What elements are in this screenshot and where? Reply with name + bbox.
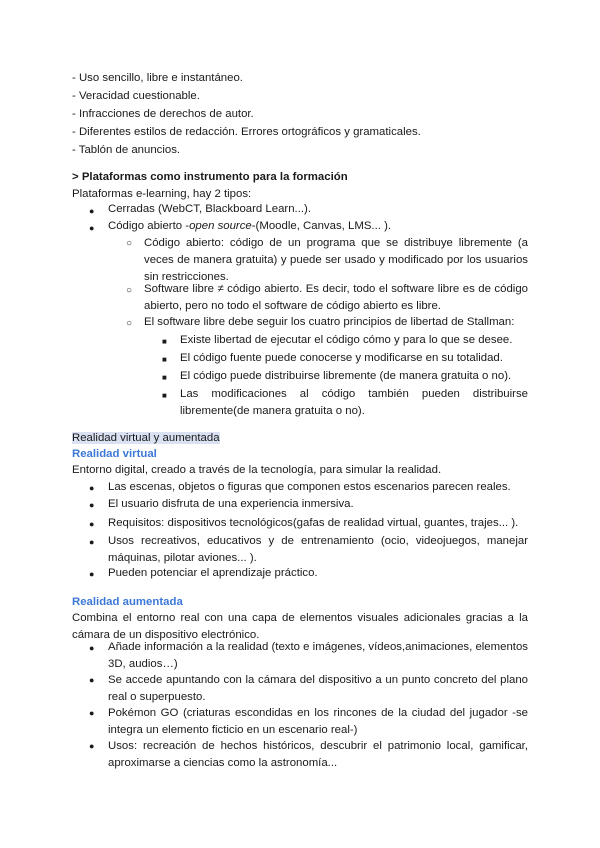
list-item: Las modificaciones al código también pueden distribuirse libremente(de manera gratuita o no). [180,388,528,417]
list-item: - Veracidad cuestionable. [72,90,200,102]
square-bullet-icon: ■ [162,373,167,382]
square-bullet-icon: ■ [162,355,167,364]
list-item: Requisitos: dispositivos tecnológicos(gafas de realidad virtual, guantes, trajes... ). [108,517,519,529]
section-intro: Entorno digital, creado a través de la tecnología, para simular la realidad. [72,464,442,476]
square-bullet-icon: ■ [162,337,167,346]
list-item: Existe libertad de ejecutar el código cómo y para lo que se desee. [180,334,513,346]
square-bullet-icon: ■ [162,391,167,400]
disc-bullet-icon: ● [89,643,95,653]
tipo2-prefix: Código abierto - [108,220,190,232]
subheading-realidad-virtual: Realidad virtual [72,448,157,460]
disc-bullet-icon: ● [89,223,95,233]
disc-bullet-icon: ● [89,206,95,216]
list-item: El usuario disfruta de una experiencia inmersiva. [108,498,354,510]
list-item: Usos recreativos, educativos y de entrenamiento (ocio, videojuegos, manejar máquinas, pilotar aviones... ). [108,535,528,564]
disc-bullet-icon: ● [89,741,95,751]
list-item: Añade información a la realidad (texto e imágenes, vídeos,animaciones, elementos 3D, audios…) [108,641,528,670]
list-item: El código puede distribuirse libremente (de manera gratuita o no). [180,370,512,382]
disc-bullet-icon: ● [89,569,95,579]
tipo2-suffix: -(Moodle, Canvas, LMS... ). [251,220,392,232]
list-item: Se accede apuntando con la cámara del dispositivo a un punto concreto del plano real o superpuesto. [108,674,528,703]
subheading-realidad-aumentada: Realidad aumentada [72,596,183,608]
section-title-realidad [72,430,528,447]
list-item: Pokémon GO (criaturas escondidas en los rincones de la ciudad del jugador -se integra un elemento ficticio en un escenario real-) [108,707,528,736]
list-item: Software libre ≠ código abierto. Es decir, todo el software libre es de código abierto, pero no todo el software de código abierto es libre. [144,283,528,312]
list-item: Cerradas (WebCT, Blackboard Learn...). [108,203,312,215]
list-item: - Tablón de anuncios. [72,144,181,156]
highlighted-title: Realidad virtual y aumentada [72,432,220,444]
list-item: - Infracciones de derechos de autor. [72,108,254,120]
section-intro: Combina el entorno real con una capa de elementos visuales adicionales gracias a la cámara de un dispositivo electrónico. [72,612,528,641]
list-item: Las escenas, objetos o figuras que componen estos escenarios parecen reales. [108,481,511,493]
list-item [108,218,528,235]
list-item: Pueden potenciar el aprendizaje práctico. [108,567,318,579]
list-item: Usos: recreación de hechos históricos, descubrir el patrimonio local, gamificar, aproximarse a ciencias como la astronomía... [108,740,528,769]
disc-bullet-icon: ● [89,519,95,529]
circle-bullet-icon: ○ [126,285,133,296]
list-item: - Uso sencillo, libre e instantáneo. [72,72,243,84]
list-item: El código fuente puede conocerse y modificarse en su totalidad. [180,352,503,364]
tipo2-italic: open source [189,220,252,232]
disc-bullet-icon: ● [89,500,95,510]
section-intro: Plataformas e-learning, hay 2 tipos: [72,188,252,200]
circle-bullet-icon: ○ [126,318,133,329]
circle-bullet-icon: ○ [126,238,133,249]
list-item: Código abierto: código de un programa que se distribuye libremente (a veces de manera gratuita) y puede ser usado y modificado por los usuarios sin restricciones. [144,237,528,283]
disc-bullet-icon: ● [89,675,95,685]
list-item: - Diferentes estilos de redacción. Errores ortográficos y gramaticales. [72,126,421,138]
list-item: El software libre debe seguir los cuatro principios de libertad de Stallman: [144,316,515,328]
section-heading-plataformas: > Plataformas como instrumento para la formación [72,171,348,183]
disc-bullet-icon: ● [89,483,95,493]
disc-bullet-icon: ● [89,708,95,718]
disc-bullet-icon: ● [89,537,95,547]
